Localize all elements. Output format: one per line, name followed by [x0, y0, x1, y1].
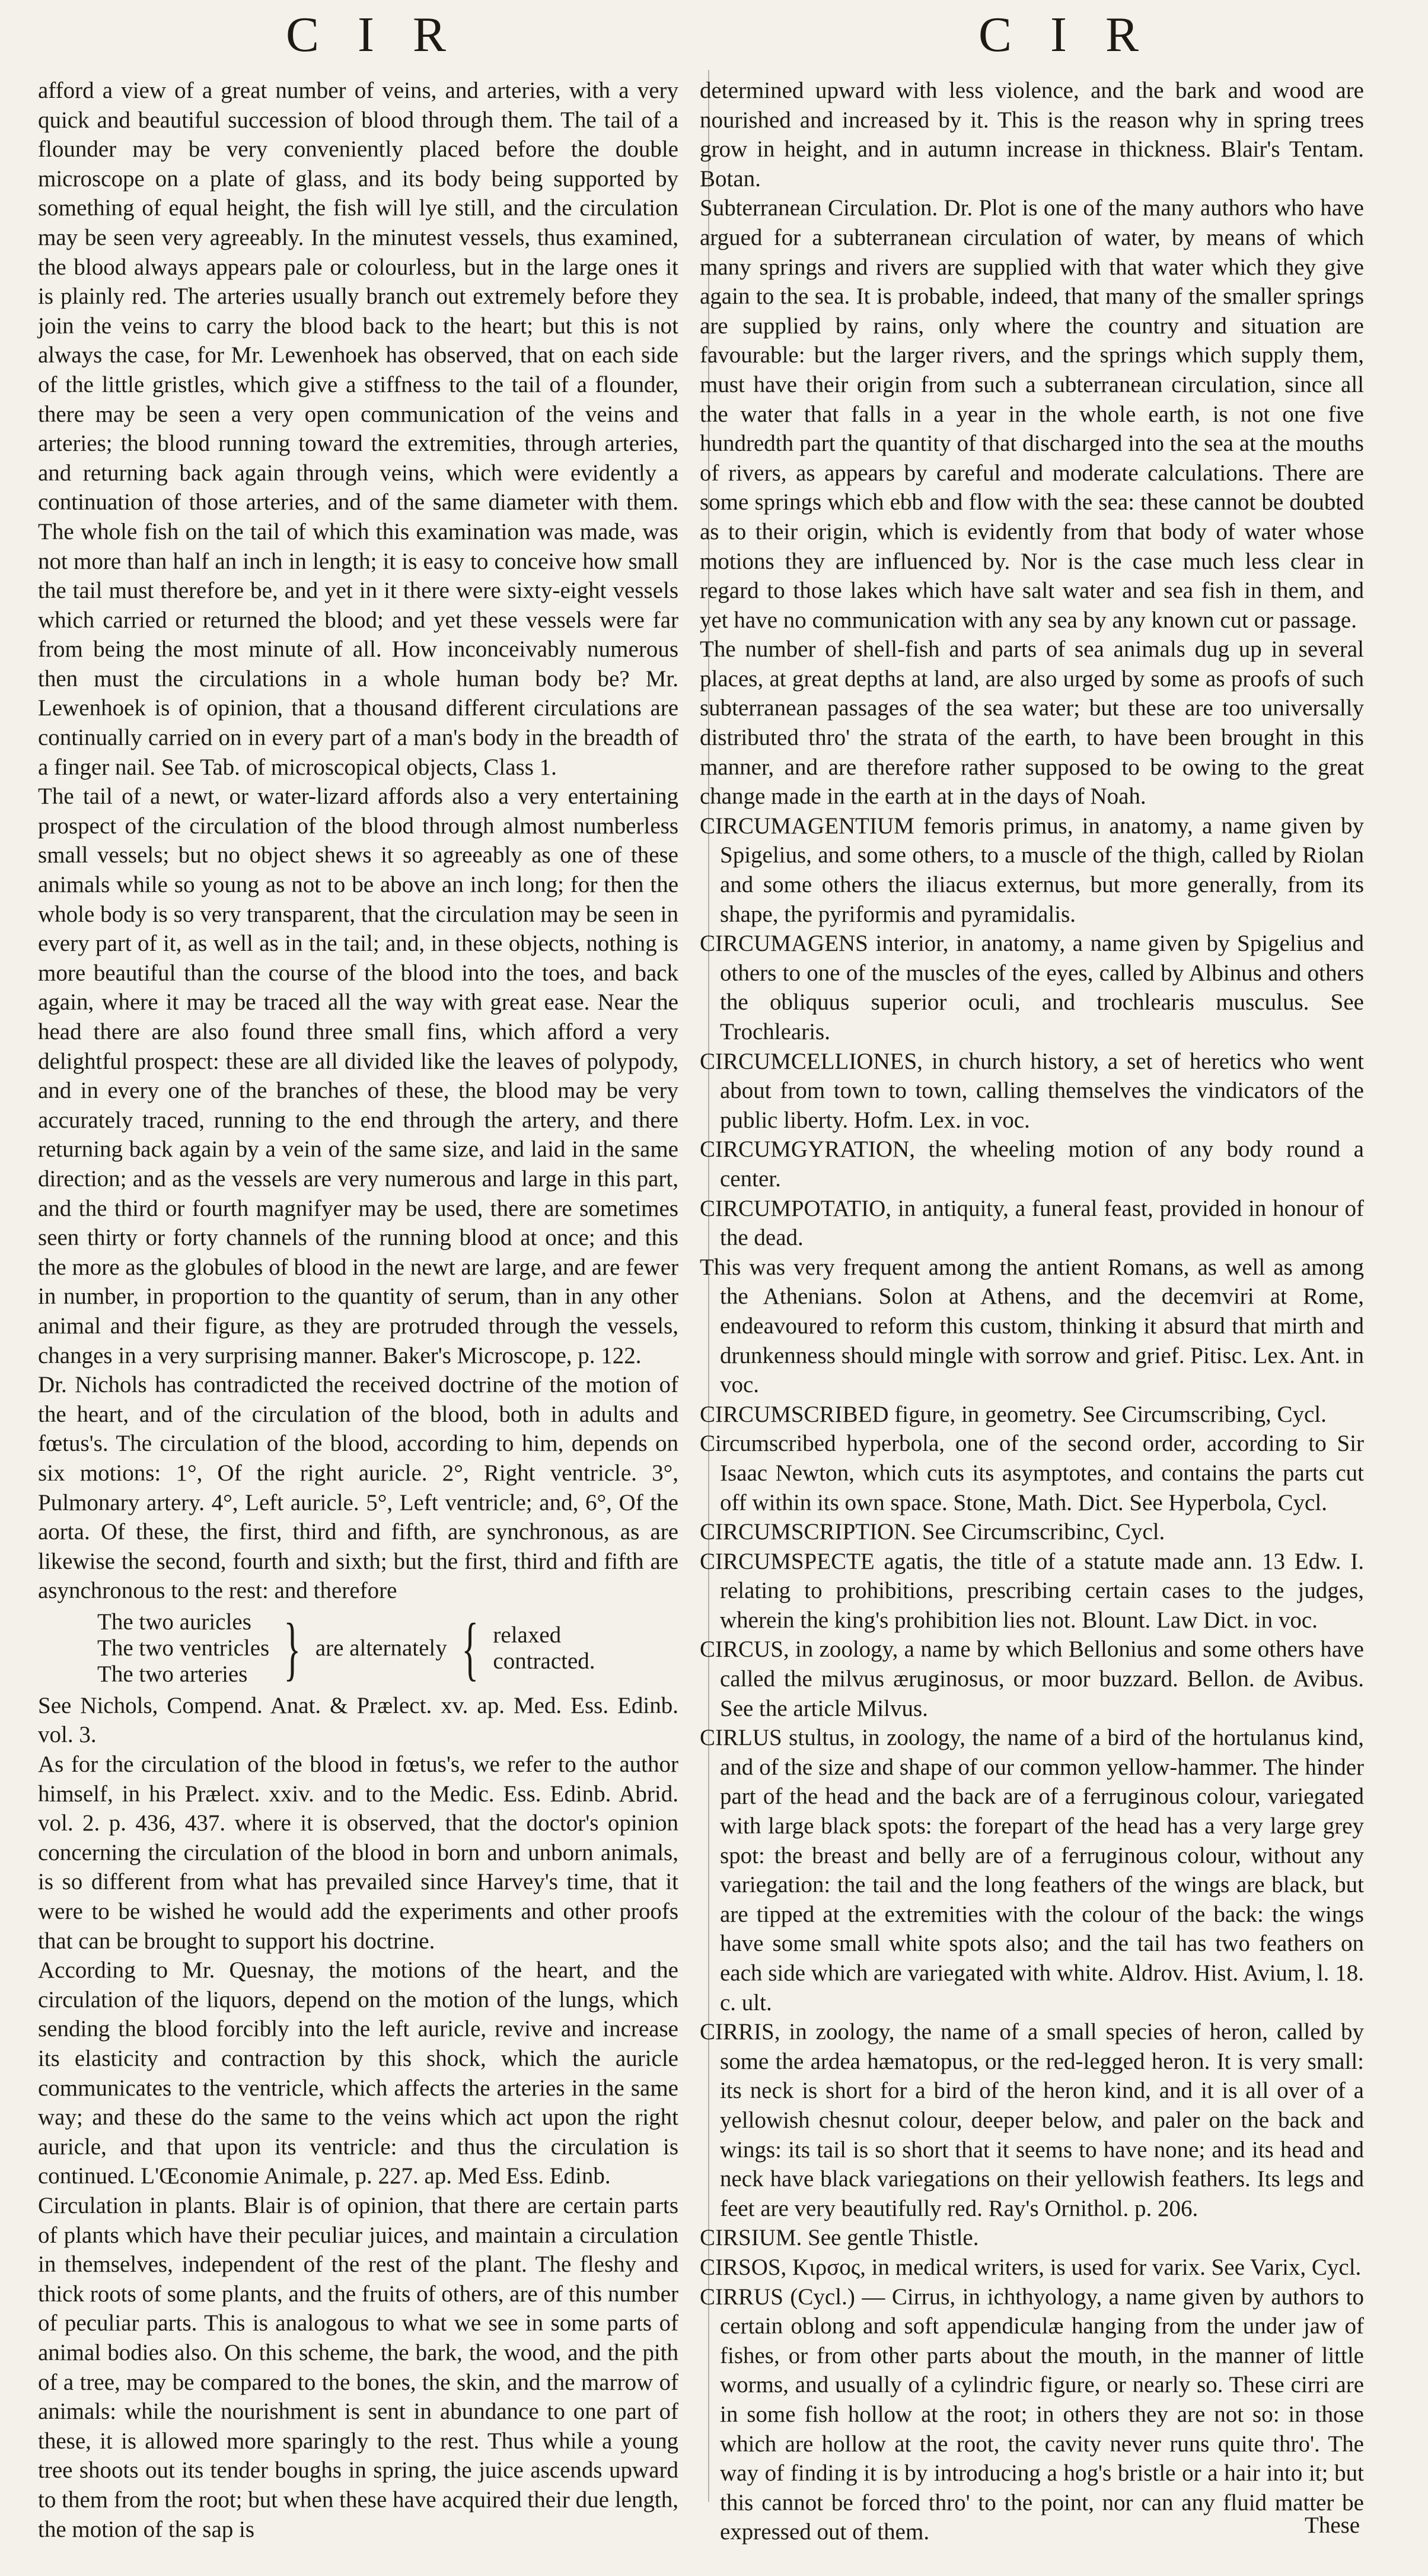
right-column — [700, 76, 1364, 2547]
paragraph: The number of shell-fish and parts of sea animals dug up in several places, at great depths at land, are also urged by some as proofs of such subterranean passages of the sea water; but these are too universally distributed thro' the strata of the earth, to have been brought in this manner, and are therefore rather supposed to be owing to the great change made in the earth at in the days of Noah. — [700, 636, 1364, 810]
entry: This was very frequent among the antient Romans, as well as among the Athenians. Solon at Athens, and the decemviri at Rome, endeavoured to reform this custom, thinking it absurd that mirth and drunkenness should mingle with sorrow and grief. Pitisc. Lex. Ant. in voc. — [700, 1254, 1364, 1398]
paragraph: determined upward with less violence, and the bark and wood are nourished and increased by it. This is the reason why in spring trees grow in height, and in autumn increase in thickness. Blair's Tentam. Botan. — [700, 78, 1364, 192]
formula-result: contracted. — [493, 1648, 595, 1674]
entry: CIRCUMSCRIBED figure, in geometry. See Circumscribing, Cycl. — [700, 1401, 1327, 1427]
entry: CIRCUMPOTATIO, in antiquity, a funeral feast, provided in honour of the dead. — [700, 1195, 1364, 1251]
entry: CIRLUS stultus, in zoology, the name of a bird of the hortulanus kind, and of the size and shape of our common yellow-hammer. The hinder part of the head and the back are of a ferruginous colour, variegated with large black spots: the forepart of the head has a very large grey spot: the breast and belly are of a ferruginous colour, without any variegation: the tail and the long feathers of the wings are black, but are tipped at the extremities with the colour of the back: the wings have some small white spots also; and the tail has two feathers on each side which are variegated with white. Aldrov. Hist. Avium, l. 18. c. ult. — [700, 1725, 1364, 2015]
paragraph: Circulation in plants. Blair is of opinion, that there are certain parts of plants which have their peculiar juices, and maintain a circulation in themselves, independent of the rest of the plant. The fleshy and thick roots of some plants, and the fruits of others, are of this number of peculiar parts. This is analogous to what we see in some parts of animal bodies also. On this scheme, the bark, the wood, and the pith of a tree, may be compared to the bones, the skin, and the marrow of animals: while the nourishment is sent in abundance to one part of these, it is allowed more sparingly to the rest. Thus while a young tree shoots out its tender boughs in spring, the juice ascends upward to them from the root; but when these have acquired their due length, the motion of the sap is — [38, 2192, 678, 2542]
header-left: C I R — [286, 7, 460, 62]
left-brace: { — [461, 1608, 479, 1687]
entry: CIRRUS (Cycl.) — Cirrus, in ichthyology, a name given by authors to certain oblong and soft appendiculæ hanging from the under jaw of fishes, or from other parts about the mouth, in the manner of little worms, and usually of a cylindric figure, or nearly so. These cirri are in some fish hollow at the root; in others they are not so: in those which are hollow at the root, the cavity never runs quite thro'. The way of finding it is by introducing a hog's bristle or a hair into it; but this cannot be forced thro' to the point, nor can any fluid matter be expressed out of them. — [700, 2284, 1364, 2545]
entry: CIRCUMSPECTE agatis, the title of a statute made ann. 13 Edw. I. relating to prohibitions, prescribing certain cases to the judges, wherein the king's prohibition lies not. Blount. Law Dict. in voc. — [700, 1548, 1364, 1633]
formula-middle: are alternately — [315, 1635, 447, 1661]
formula-rows — [97, 1609, 269, 1687]
entry: CIRCUMAGENTIUM femoris primus, in anatomy, a name given by Spigelius, and some others, to a muscle of the thigh, called by Riolan and some others the iliacus externus, but more generally, from its shape, the pyriformis and pyramidalis. — [700, 813, 1364, 927]
formula-result: relaxed — [493, 1622, 562, 1648]
formula-row: The two auricles — [97, 1609, 251, 1635]
entry: CIRSOS, Κιρσος, in medical writers, is used for varix. See Varix, Cycl. — [700, 2254, 1362, 2280]
paragraph: See Nichols, Compend. Anat. & Prælect. xv. ap. Med. Ess. Edinb. vol. 3. — [38, 1692, 678, 1748]
paragraph: Dr. Nichols has contradicted the received doctrine of the motion of the heart, and of the circulation of the blood, both in adults and fœtus's. The circulation of the blood, according to him, depends on six motions: 1°, Of the right auricle. 2°, Right ventricle. 3°, Pulmonary artery. 4°, Left auricle. 5°, Left ventricle; and, 6°, Of the aorta. Of these, the first, third and fifth, are synchronous, as are likewise the second, fourth and sixth; but the first, third and fifth are asynchronous to the rest: and therefore — [38, 1372, 678, 1604]
left-column — [38, 76, 678, 2544]
entry: CIRCUMGYRATION, the wheeling motion of any body round a center. — [700, 1136, 1364, 1192]
catchword: These — [1305, 2513, 1360, 2538]
paragraph: According to Mr. Quesnay, the motions of the heart, and the circulation of the liquors, depend on the motion of the lungs, which sending the blood forcibly into the left auricle, revive and increase its elasticity and contraction by this shock, which the auricle communicates to the ventricle, which affects the arteries in the same way; and these do the same to the veins which act upon the right auricle, and that upon its ventricle: and thus the circulation is continued. L'Œconomie Animale, p. 227. ap. Med Ess. Edinb. — [38, 1957, 678, 2189]
entry: CIRSIUM. See gentle Thistle. — [700, 2225, 979, 2251]
formula-row: The two arteries — [97, 1661, 248, 1687]
right-brace: } — [283, 1608, 301, 1687]
header-right: C I R — [978, 7, 1152, 62]
formula-row: The two ventricles — [97, 1635, 270, 1661]
entry: CIRCUMAGENS interior, in anatomy, a name given by Spigelius and others to one of the muscles of the eyes, called by Albinus and others the obliquus superior oculi, and trochlearis musculus. See Trochlearis. — [700, 931, 1364, 1045]
entry: CIRCUMSCRIPTION. See Circumscribinc, Cycl. — [700, 1519, 1165, 1545]
entry: CIRCUMCELLIONES, in church history, a set of heretics who went about from town to town, calling themselves the vindicators of the public liberty. Hofm. Lex. in voc. — [700, 1048, 1364, 1133]
paragraph: The tail of a newt, or water-lizard affords also a very entertaining prospect of the circulation of the blood through almost numberless small vessels; but no object shews it so agreeably as one of these animals while so young as not to be above an inch long; for then the whole body is so very transparent, that the circulation may be seen in every part of it, as well as in the tail; and, in these objects, nothing is more beautiful than the course of the blood into the toes, and back again, where it may be traced all the way with great ease. Near the head there are also found three small fins, which afford a very delightful prospect: these are all divided like the leaves of polypody, and in every one of the branches of these, the blood may be very accurately traced, running to the end through the artery, and there returning back again by a vein of the same size, and laid in the same direction; and as the vessels are very numerous and large in this part, and the third or fourth magnifyer may be used, there are sometimes seen thirty or forty channels of the running blood at once; and this the more as the globules of blood in the newt are large, and are fewer in number, in proportion to the quantity of serum, than in any other animal and their figure, as they are protruded through the vessels, changes in a very surprising manner. Baker's Microscope, p. 122. — [38, 784, 678, 1368]
paragraph: As for the circulation of the blood in fœtus's, we refer to the author himself, in his Prælect. xxiv. and to the Medic. Ess. Edinb. Abrid. vol. 2. p. 436, 437. where it is observed, that the doctor's opinion concerning the circulation of the blood in born and unborn animals, is so different from what has prevailed since Harvey's time, that it were to be wished he would add the experiments and other proofs that can be brought to support his doctrine. — [38, 1752, 678, 1954]
entry: Subterranean Circulation. Dr. Plot is one of the many authors who have argued for a subterranean circulation of water, by means of which many springs and rivers are supplied with that water which they give again to the sea. It is probable, indeed, that many of the smaller springs are supplied by rains, only where the country and situation are favourable: but the larger rivers, and the springs which supply them, must have their origin from such a subterranean circulation, since all the water that falls in a year in the whole earth, is not one five hundredth part the quantity of that discharged into the sea at the mouths of rivers, as appears by careful and moderate calculations. There are some springs which ebb and flow with the sea: these cannot be doubted as to their origin, which is evidently from that body of water whose motions they are influenced by. Nor is the case much less clear in regard to those lakes which have salt water and sea fish in them, and yet have no communication with any sea by any known cut or passage. — [700, 195, 1364, 633]
entry: CIRCUS, in zoology, a name by which Bellonius and some others have called the milvus æruginosus, or moor buzzard. Bellon. de Avibus. See the article Milvus. — [700, 1636, 1364, 1721]
running-head — [0, 6, 1428, 65]
entry: CIRRIS, in zoology, the name of a small species of heron, called by some the ardea hæmatopus, or the red-legged heron. It is very small: its neck is short for a bird of the heron kind, and it is all over of a yellowish chesnut colour, deeper below, and paler on the back and wings: its tail is so short that it seems to have none; and its head and neck have black variegations on their yellowish feathers. Its legs and feet are very beautifully red. Ray's Ornithol. p. 206. — [700, 2019, 1364, 2221]
alternation-formula — [97, 1609, 678, 1687]
paragraph: afford a view of a great number of veins, and arteries, with a very quick and beautiful succession of blood through them. The tail of a flounder may be very conveniently placed before the double microscope on a plate of glass, and its body being supported by something of equal height, the fish will lye still, and the circulation may be seen very agreeably. In the minutest vessels, thus examined, the blood always appears pale or colourless, but in the large ones it is plainly red. The arteries usually branch out extremely before they join the veins to carry the blood back to the heart; but this is not always the case, for Mr. Lewenhoek has observed, that on each side of the little gristles, which give a stiffness to the tail of a flounder, there may be seen a very open communication of the veins and arteries; the blood running toward the extremities, through arteries, and returning back again through veins, which were evidently a continuation of those arteries, and of the same diameter with them. The whole fish on the tail of which this examination was made, was not more than half an inch in length; it is easy to conceive how small the tail must therefore be, and yet in it there were sixty-eight vessels which carried or returned the blood; and yet these vessels were far from being the most minute of all. How inconceivably numerous then must the circulations in a whole human body be? Mr. Lewenhoek is of opinion, that a thousand different circulations are continually carried on in every part of a man's body in the breadth of a finger nail. See Tab. of microscopical objects, Class 1. — [38, 78, 678, 780]
entry: Circumscribed hyperbola, one of the second order, according to Sir Isaac Newton, which cuts its asymptotes, and contains the parts cut off within its own space. Stone, Math. Dict. See Hyperbola, Cycl. — [700, 1431, 1364, 1515]
formula-results — [493, 1622, 595, 1674]
